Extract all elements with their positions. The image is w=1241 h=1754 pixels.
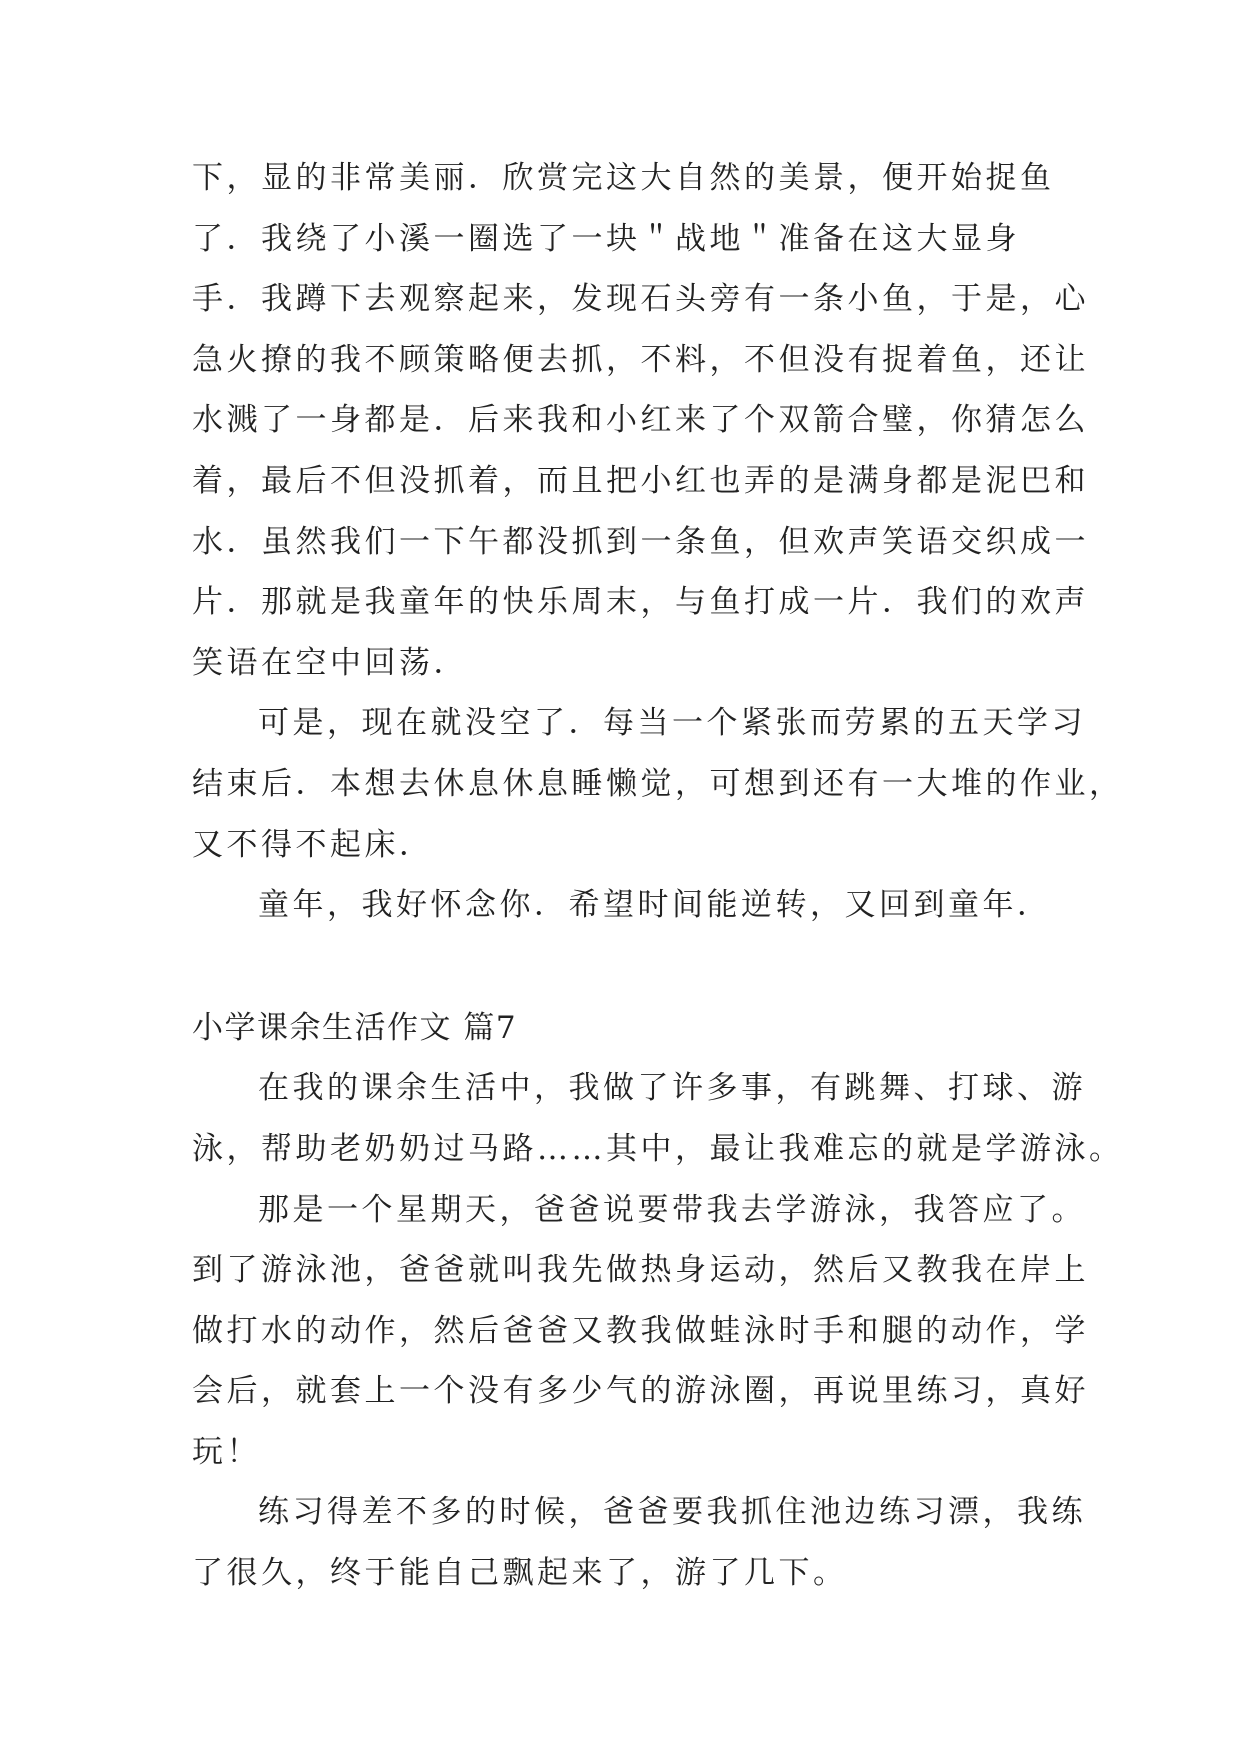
paragraph xyxy=(192,1482,1086,1603)
text-line: 在我的课余生活中，我做了许多事，有跳舞、打球、游 xyxy=(258,1070,1086,1107)
paragraph xyxy=(192,875,1052,936)
text-line: 泳，帮助老奶奶过马路……其中，最让我难忘的就是学游泳。 xyxy=(192,1130,1124,1167)
text-line: 手．我蹲下去观察起来，发现石头旁有一条小鱼，于是，心 xyxy=(192,281,1089,318)
text-line: 童年，我好怀念你．希望时间能逆转，又回到童年． xyxy=(258,887,1052,924)
paragraph xyxy=(192,693,1124,875)
text-line: 笑语在空中回荡． xyxy=(192,644,468,681)
text-line: 可是，现在就没空了．每当一个紧张而劳累的五天学习 xyxy=(258,705,1086,742)
paragraph xyxy=(192,148,1089,693)
text-line: 又不得不起床． xyxy=(192,826,434,863)
text-line: 水．虽然我们一下午都没抓到一条鱼，但欢声笑语交织成一 xyxy=(192,523,1089,560)
section-gap xyxy=(192,936,1052,998)
text-line: 练习得差不多的时候，爸爸要我抓住池边练习漂，我练 xyxy=(258,1494,1086,1531)
text-line: 了很久，终于能自己飘起来了，游了几下。 xyxy=(192,1555,848,1592)
text-line: 片．那就是我童年的快乐周末，与鱼打成一片．我们的欢声 xyxy=(192,584,1089,621)
text-line: 水溅了一身都是．后来我和小红来了个双箭合璧，你猜怎么 xyxy=(192,402,1089,439)
text-line: 玩！ xyxy=(192,1433,261,1470)
text-line: 到了游泳池，爸爸就叫我先做热身运动，然后又教我在岸上 xyxy=(192,1252,1089,1289)
paragraph xyxy=(192,1180,1089,1483)
text-line: 了．我绕了小溪一圈选了一块＂战地＂准备在这大显身 xyxy=(192,220,1020,257)
text-line: 着，最后不但没抓着，而且把小红也弄的是满身都是泥巴和 xyxy=(192,462,1089,499)
document-body xyxy=(192,148,1124,1604)
text-line: 结束后．本想去休息休息睡懒觉，可想到还有一大堆的作业， xyxy=(192,765,1124,802)
text-line: 下，显的非常美丽．欣赏完这大自然的美景，便开始捉鱼 xyxy=(192,160,1055,196)
text-line: 那是一个星期天，爸爸说要带我去学游泳，我答应了。 xyxy=(258,1191,1086,1228)
paragraph xyxy=(192,1058,1124,1179)
text-line: 会后，就套上一个没有多少气的游泳圈，再说里练习，真好 xyxy=(192,1373,1089,1410)
section-title: 小学课余生活作文 篇7 xyxy=(192,1009,518,1046)
text-line: 做打水的动作，然后爸爸又教我做蛙泳时手和腿的动作，学 xyxy=(192,1312,1089,1349)
text-line: 急火撩的我不顾策略便去抓，不料，不但没有捉着鱼，还让 xyxy=(192,341,1089,378)
